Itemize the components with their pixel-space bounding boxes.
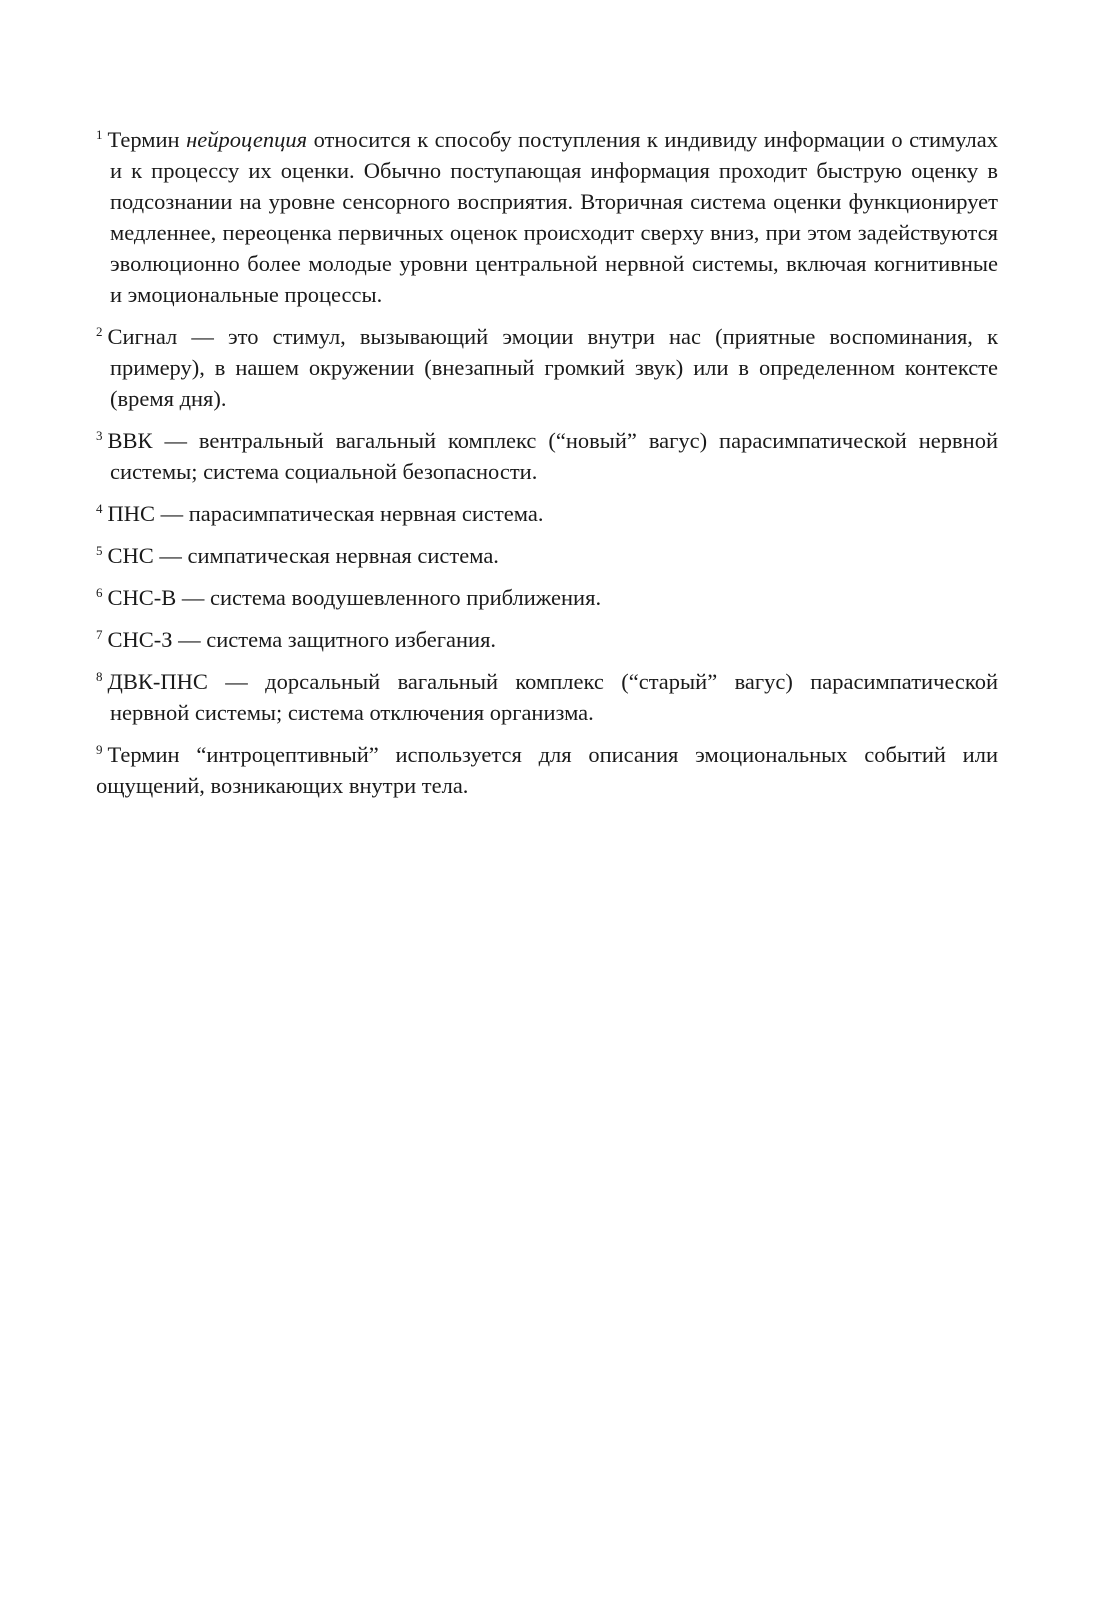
footnote-number: 6 [96,585,103,600]
footnote-3 [96,425,998,487]
footnote-text: Сигнал — это стимул, вызывающий эмоции внутри нас (приятные воспоминания, к примеру), в нашем окружении (внезапный громкий звук) или в определенном контексте (время дня). [107,324,998,411]
footnote-number: 9 [96,742,103,757]
footnote-1 [96,124,998,310]
footnote-list [96,124,998,812]
footnote-6 [96,582,998,613]
footnote-text-rest: относится к способу поступления к индивиду информации о стимулах и к процессу их оценки. Обычно поступающая информация проходит быструю оценку в подсознании на уровне сенсорного восприятия. Вторичная система оценки функционирует медленнее, переоценка первичных оценок происходит сверху вниз, при этом задействуются эволюционно более молодые уровни центральной нервной системы, включая когнитивные и эмоциональные процессы. [110,127,998,307]
footnote-4 [96,498,998,529]
footnote-number: 4 [96,501,103,516]
footnote-text: СНС-З — система защитного избегания. [107,627,497,652]
footnote-7 [96,624,998,655]
footnote-text: ПНС — парасимпатическая нервная система. [107,501,544,526]
footnote-number: 2 [96,324,103,339]
footnote-text-start: Термин [107,127,187,152]
footnote-5 [96,540,998,571]
footnote-9 [96,739,998,801]
footnote-2 [96,321,998,414]
footnote-text: СНС — симпатическая нервная система. [107,543,499,568]
footnote-number: 1 [96,127,103,142]
footnote-number: 7 [96,627,103,642]
footnote-number: 5 [96,543,103,558]
footnote-text: Термин “интроцептивный” используется для описания эмоциональных событий или ощущений, возникающих внутри тела. [96,742,998,798]
footnote-number: 8 [96,669,103,684]
footnote-text: СНС-В — система воодушевленного приближения. [107,585,602,610]
footnote-text: ВВК — вентральный вагальный комплекс (“новый” вагус) парасимпатической нервной системы; система социальной безопасности. [107,428,998,484]
footnote-term: нейроцепция [186,127,308,152]
footnote-text: ДВК-ПНС — дорсальный вагальный комплекс (“старый” вагус) парасимпатической нервной системы; система отключения организма. [107,669,998,725]
footnote-8 [96,666,998,728]
footnote-number: 3 [96,428,103,443]
